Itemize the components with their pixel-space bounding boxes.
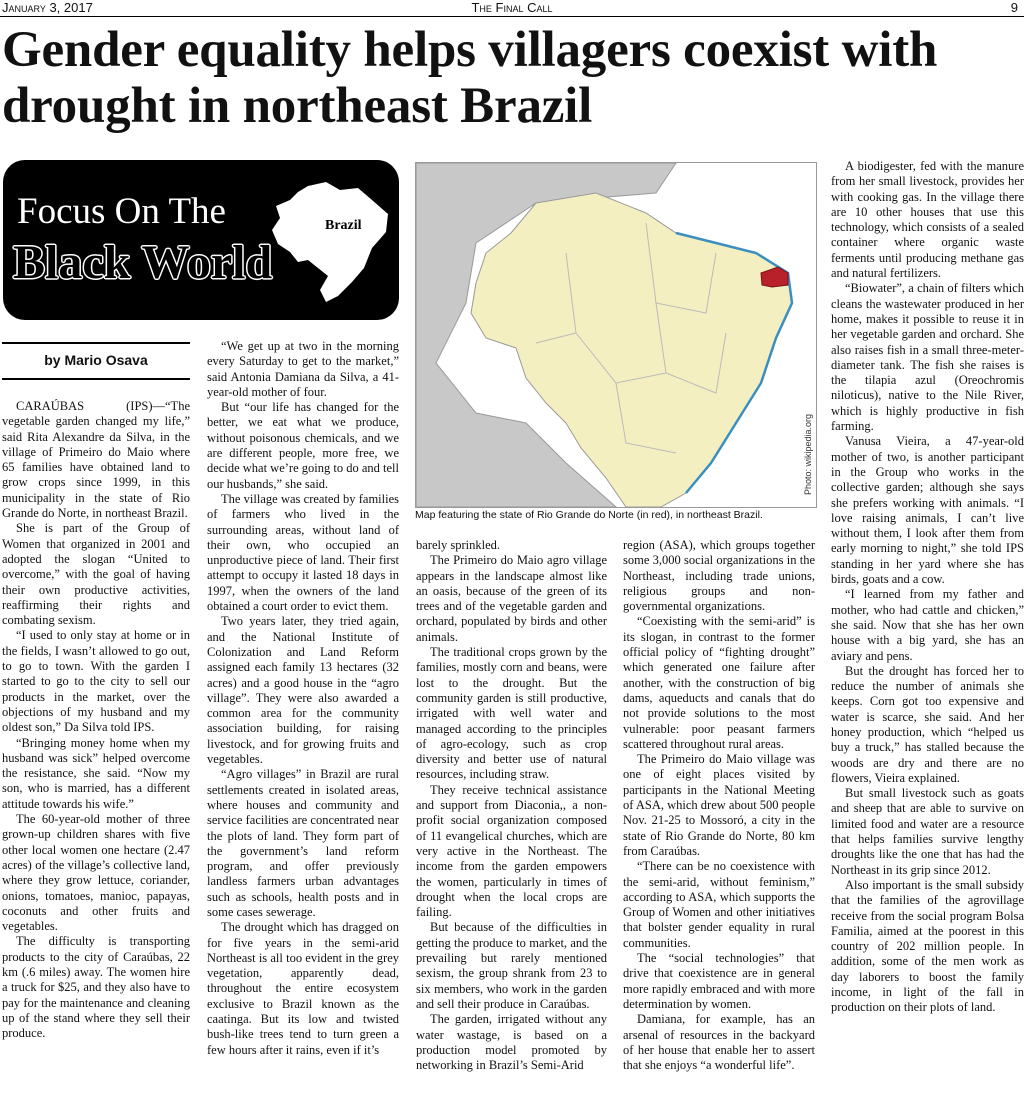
paragraph: The drought which has dragged on for five years in the semi-arid Northeast is all too evident in the grey vegetation, apparently dead, throughout the entire ecosystem exclusive to Brazil known as the caatinga. But its low and twisted bush-like trees tend to turn green a few hours after it rains, even if it’s (207, 920, 399, 1057)
article-headline: Gender equality helps villagers coexist with drought in northeast Brazil (2, 22, 938, 134)
paragraph: The Primeiro do Maio agro village appears in the landscape almost like an oasis, because of the green of its trees and of the vegetable garden and orchard, populated by birds and other animals. (416, 553, 607, 644)
paragraph: But the drought has forced her to reduce the number of animals she keeps. Corn got too expensive and water is scarce, she said. And her honey production, which “helped us buy a truck,” has stalled because the woods are dry and there are no flowers, Vieira explained. (831, 663, 1024, 785)
paragraph: “I learned from my father and mother, who had cattle and chicken,” she said. Now that she has her own house with a big yard, she has an aviary and pens. (831, 587, 1024, 663)
byline: by Mario Osava (44, 352, 148, 368)
paragraph: The traditional crops grown by the families, mostly corn and beans, were lost to the drought. But the community garden is still productive, irrigated with well water and managed according to the principles of agro-ecology, such as crop diversity and better use of natural resources, including straw. (416, 645, 607, 782)
paragraph: But small livestock such as goats and sheep that are able to survive on limited food and water are a resource that helps families survive lengthy droughts like the one that has had the Northeast in its grip since 2012. (831, 786, 1024, 877)
paragraph: region (ASA), which groups together some 3,000 social organizations in the Northeast, including trade unions, religious groups and non-governmental organizations. (623, 538, 815, 614)
paragraph: “I used to only stay at home or in the fields, I wasn’t allowed to go out, to go to town. With the garden I started to go to the city to sell our products in the market, over the objections of my husband and my oldest son,” Da Silva told IPS. (2, 628, 190, 735)
brazil-map-figure (415, 162, 817, 508)
banner-line-2: Black World (13, 236, 273, 289)
page-number: 9 (1010, 0, 1018, 15)
paragraph: But because of the difficulties in getting the produce to market, and the prevailing but rarely mentioned sexism, the group shrank from 23 to six members, who work in the garden and sell their produce in Caraúbas. (416, 920, 607, 1011)
paragraph: “Bringing money home when my husband was sick” helped overcome the resistance, she said. “Now my son, who is married, has a different attitude towards his wife.” (2, 735, 190, 811)
paragraph: barely sprinkled. (416, 538, 501, 552)
brazil-silhouette-icon (268, 178, 393, 306)
paragraph: Vanusa Vieira, a 47-year-old mother of two, is another participant in the Group who works in the collective garden; although she says she prefers working with animals. “I love raising animals, I can’t live without them, I look after them from early morning to night,” she told IPS standing in her yard where she has birds, goats and a cow. (831, 434, 1024, 587)
paragraph: Also important is the small subsidy that the families of the agrovillage receive from the social program Bolsa Familia, aimed at the poorest in this country of 202 million people. In addition, some of the men work as day laborers to boost the family income, in light of the fall in production on their plots of land. (831, 877, 1024, 1015)
page-header (0, 0, 1024, 17)
paragraph: The “social technologies” that drive that coexistence are in general more rapidly embraced and with more determination by women. (623, 951, 815, 1011)
paragraph: “Agro villages” in Brazil are rural settlements created in isolated areas, where houses and community and service facilities are concentrated near the plots of land. They form part of the government’s land reform program, and offer previously landless farmers urban advantages such as schools, health posts and in some cases sewerage. (207, 767, 399, 919)
paragraph: “Coexisting with the semi-arid” is its slogan, in contrast to the former official policy of “fighting drought” which generated one failure after another, with the construction of big dams, aqueducts and canals that do not provide solutions to the most vulnerable: poor peasant farmers scattered throughout rural areas. (623, 614, 815, 751)
paragraph: She is part of the Group of Women that organized in 2001 and adopted the slogan “United to overcome,” with the goal of having their own productive activities, reaffirming their rights and combating sexism. (2, 521, 190, 628)
paragraph: “There can be no coexistence with the semi-arid, without feminism,” according to ASA, which supports the Group of Women and other initiatives that bolster gender equality in rural communities. (623, 859, 815, 950)
paragraph: “We get up at two in the morning every Saturday to get to the market,” said Antonia Damiana da Silva, a 41-year-old mother of four. (207, 339, 399, 399)
byline-rule-bottom (2, 378, 190, 380)
column-1 (2, 399, 190, 1041)
paragraph: The garden, irrigated without any water wastage, is based on a production model promoted by networking in Brazil’s Semi-Arid (416, 1012, 607, 1073)
paragraph: The Primeiro do Maio village was one of eight places visited by participants in the National Meeting of ASA, which drew about 500 people Nov. 21-25 to Mossoró, a city in the state of Rio Grande do Norte, 80 km from Caraúbas. (623, 752, 815, 858)
brazil-map-icon (416, 163, 816, 507)
paragraph: “Biowater”, a chain of filters which cleans the wastewater produced in her home, makes it possible to reuse it in her vegetable garden and orchard. She also raises fish in a small three-meter-diameter tank. The fish she raises is the tilapia azul (Oreochromis niloticus), native to the Nile River, which is highly productive in fish farming. (831, 281, 1024, 434)
column-5 (831, 159, 1024, 1016)
paragraph: But “our life has changed for the better, we eat what we produce, without poisonous chemicals, and we are different people, more free, we decide what we’re going to do and tell our husbands,” she said. (207, 400, 399, 491)
paragraph: The difficulty is transporting products to the city of Caraúbas, 22 km (.6 miles) away. The women hire a truck for $25, and they also have to pay for the maintenance and cleaning up of the stand where they sell their produce. (2, 934, 190, 1041)
byline-rule-top (2, 342, 190, 344)
publication-name: The Final Call (471, 0, 553, 15)
photo-credit: Photo: wikipedia.org (803, 413, 813, 495)
map-caption: Map featuring the state of Rio Grande do Norte (in red), in northeast Brazil. (415, 509, 763, 521)
paragraph: They receive technical assistance and support from Diaconia,, a non-profit social organization composed of 11 evangelical churches, which are very active in the Northeast. The income from the garden empowers the women, particularly in times of drought when the local crops are failing. (416, 782, 607, 920)
paragraph: The 60-year-old mother of three grown-up children shares with five other local women one hectare (2.47 acres) of the village’s collective land, where they grow lettuce, coriander, onions, tomatoes, manioc, papayas, coconuts and other fruits and vegetables. (2, 812, 190, 934)
paragraph: CARAÚBAS (IPS)—“The vegetable garden changed my life,” said Rita Alexandre da Silva, in the village of Primeiro do Maio where 65 families have obtained land to grow crops since 1999, in this municipality in the state of Rio Grande do Norte, in northeast Brazil. (2, 399, 190, 521)
paragraph: Two years later, they tried again, and the National Institute of Colonization and Land Reform assigned each family 13 hectares (32 acres) and a good house in the “agro village”. They were also awarded a common area for the community association building, for raising livestock, and for growing fruits and vegetables. (207, 614, 399, 767)
banner-map-label: Brazil (325, 218, 362, 233)
column-2 (207, 339, 399, 1058)
column-4 (623, 538, 815, 1073)
paragraph: A biodigester, fed with the manure from her small livestock, provides her with cooking gas. In the village there are 10 other houses that use this technology, which consists of a sealed container where organic waste ferments until producing methane gas and natural fertilizers. (831, 159, 1024, 281)
issue-date: January 3, 2017 (2, 0, 93, 15)
column-3 (416, 538, 607, 1073)
section-banner (3, 160, 399, 320)
paragraph: The village was created by families of farmers who lived in the surrounding areas, without land of their own, who occupied an unproductive piece of land. Their first attempt to occupy it lasted 18 days in 1997, when the owners of the land obtained a court order to evict them. (207, 491, 399, 614)
banner-line-1: Focus On The (17, 191, 226, 232)
paragraph: Damiana, for example, has an arsenal of resources in the backyard of her house that enable her to assert that she enjoys “a wonderful life”. (623, 1012, 815, 1073)
